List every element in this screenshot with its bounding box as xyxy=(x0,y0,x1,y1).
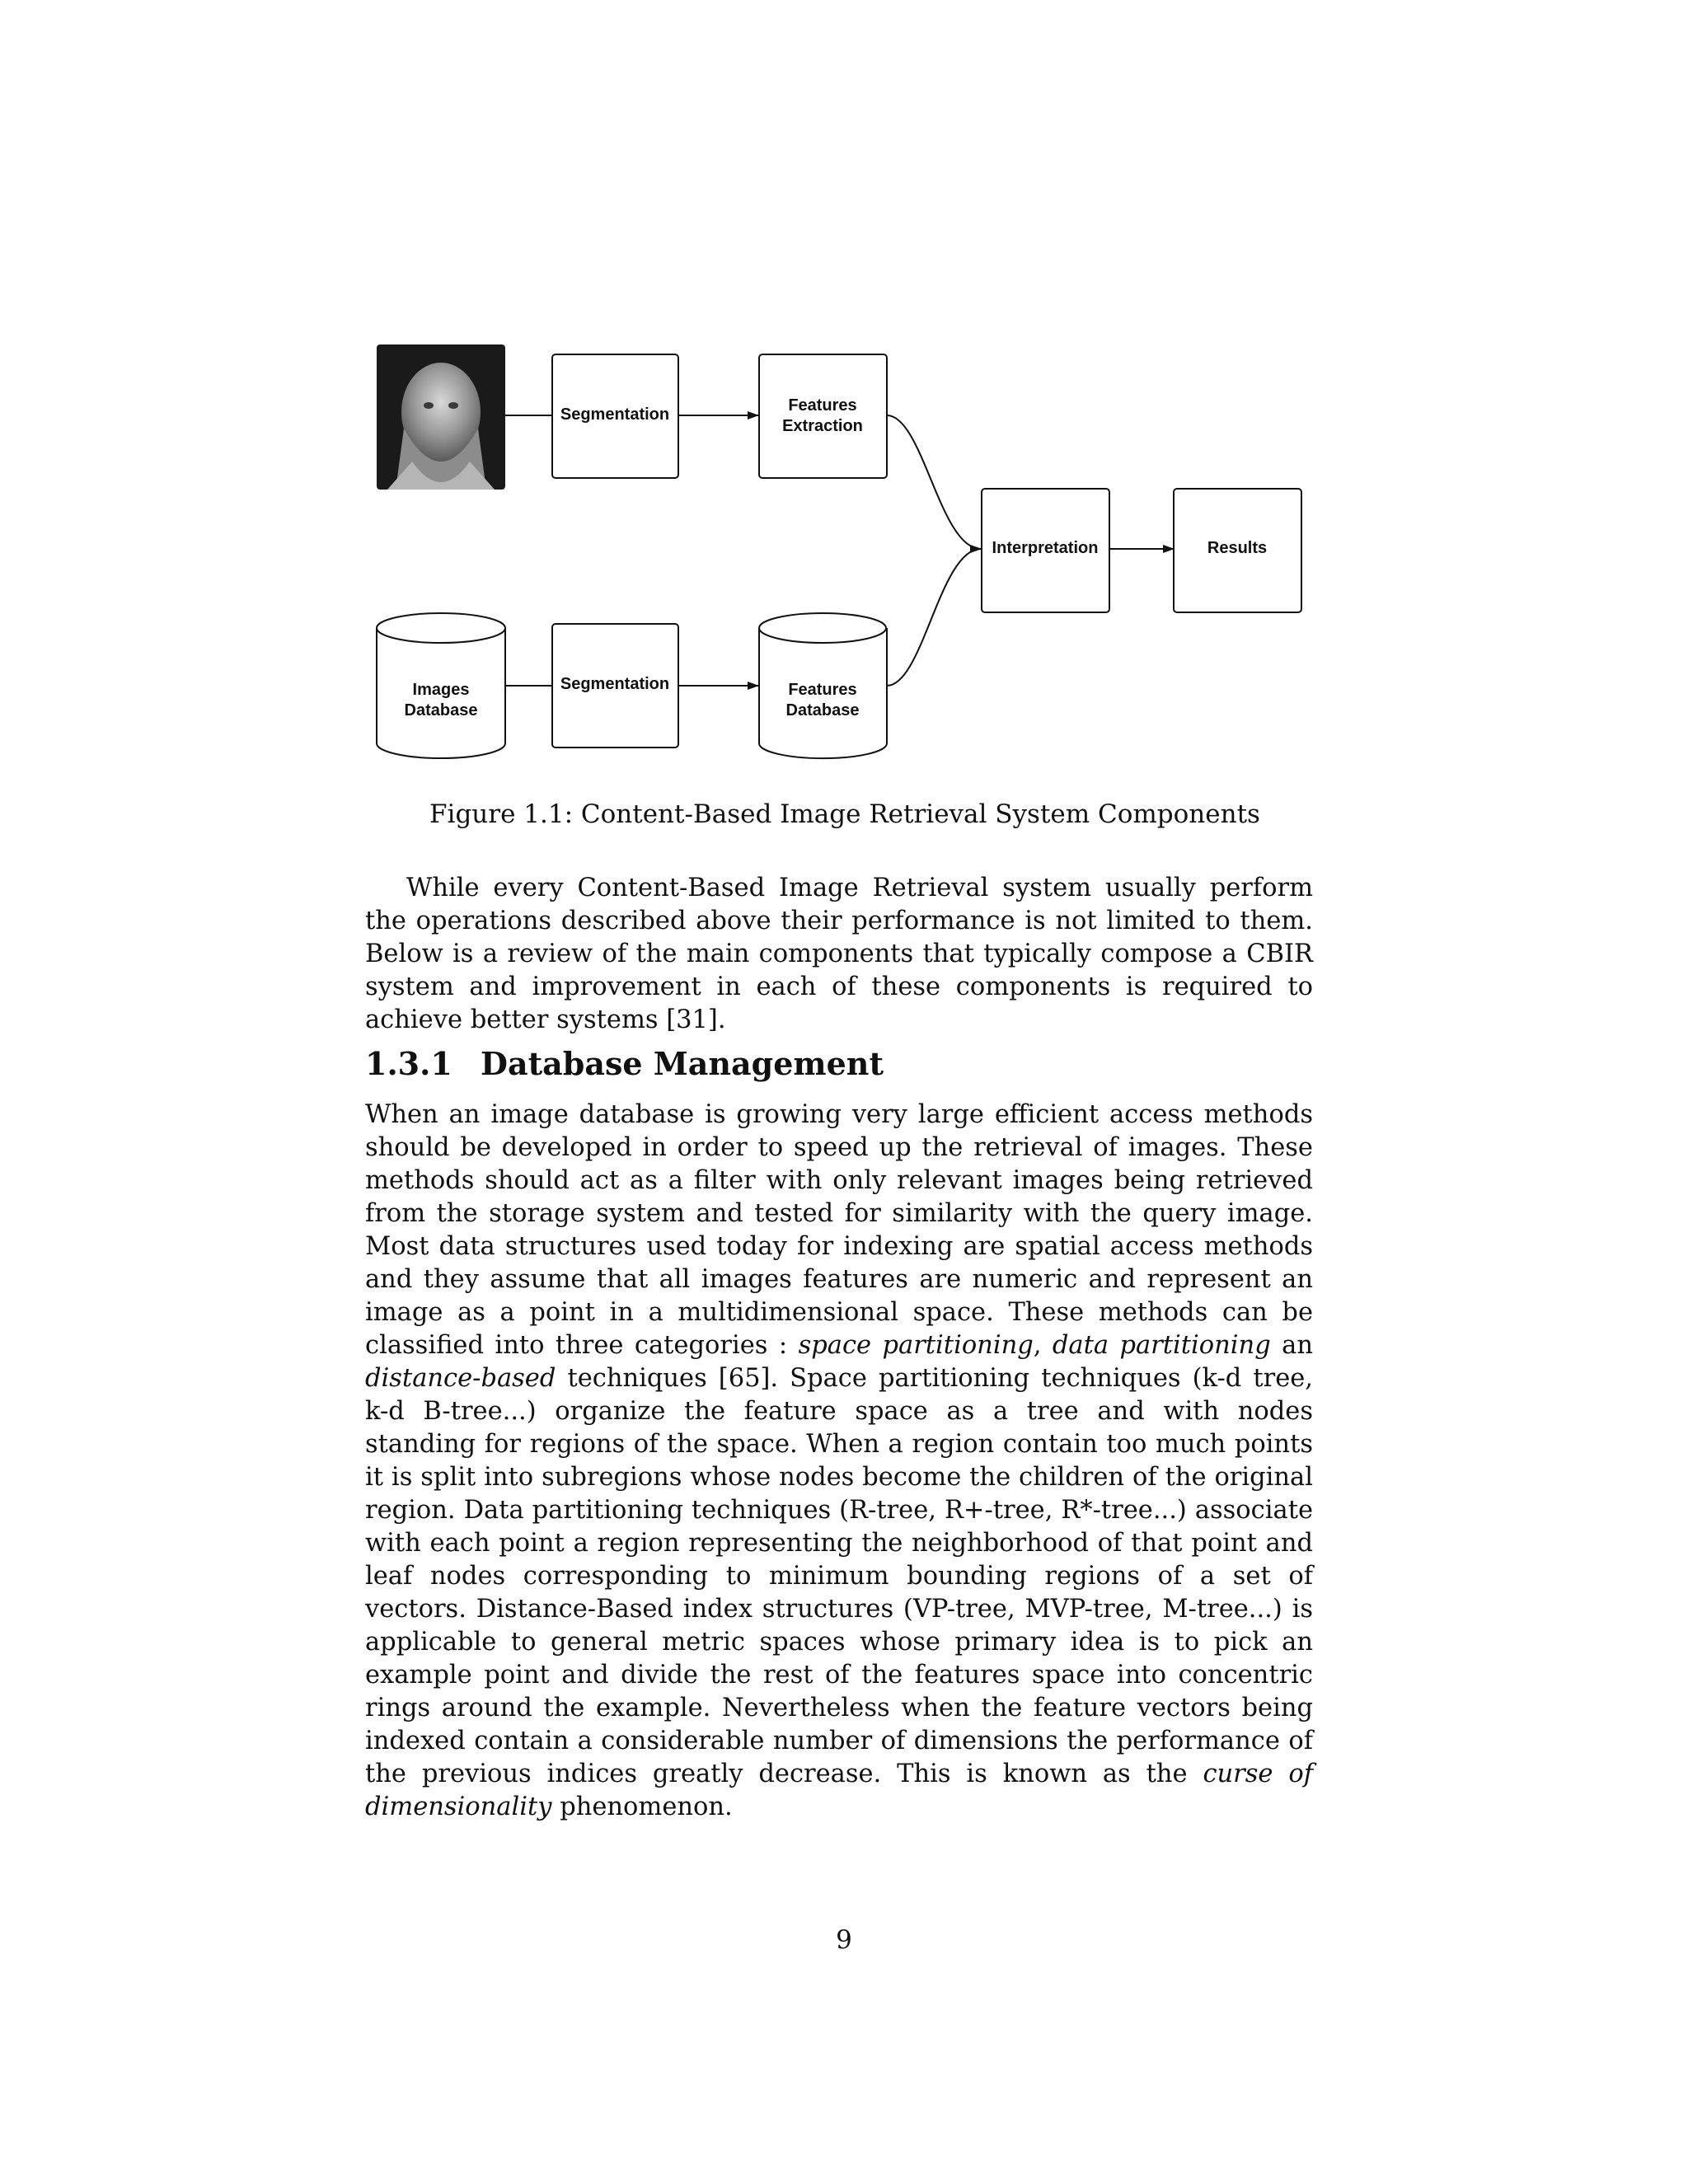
body-sep-2: an xyxy=(1270,1331,1313,1360)
images-database-label-1: Images xyxy=(412,681,470,699)
section-number: 1.3.1 xyxy=(365,1045,452,1082)
edge-featdb-interp xyxy=(887,549,981,686)
section-title: Database Management xyxy=(481,1045,884,1082)
term-distance-based: distance-based xyxy=(365,1364,556,1393)
features-database-label-1: Features xyxy=(788,681,857,699)
term-space-partitioning: space partitioning xyxy=(798,1331,1034,1360)
features-database-cylinder xyxy=(759,613,887,758)
interpretation-box xyxy=(982,489,1109,612)
cbir-diagram xyxy=(0,0,1688,783)
query-image xyxy=(377,344,505,490)
edge-features-interp xyxy=(887,415,981,549)
figure-caption: Figure 1.1: Content-Based Image Retrieval System Components xyxy=(429,799,1260,829)
segmentation-box-bottom xyxy=(552,624,678,748)
body-text-3: phenomenon. xyxy=(551,1793,733,1821)
features-database-label-2: Database xyxy=(785,701,860,719)
features-extraction-label-1: Features xyxy=(788,396,857,415)
term-curse-of-dimensionality: curse of dimensionality xyxy=(365,1760,1313,1821)
images-database-label-2: Database xyxy=(404,701,478,719)
page-number: 9 xyxy=(836,1925,852,1955)
section-heading xyxy=(365,1043,884,1085)
segmentation-label-bottom: Segmentation xyxy=(560,675,670,693)
results-box xyxy=(1174,489,1301,612)
results-label: Results xyxy=(1207,539,1268,557)
interpretation-label: Interpretation xyxy=(992,539,1099,557)
features-extraction-box xyxy=(759,354,887,478)
segmentation-label-top: Segmentation xyxy=(560,405,670,424)
body-text-1: When an image database is growing very large efficient access methods should be developed in order to speed up the retrieval of images. These methods should act as a filter with only relevant images being retrieved from the storage system and tested for similarity with the query image. Most data structures used today for indexing are spatial access methods and they assume that all images features are numeric and represent an image as a point in a multidimensional space. These methods can be classified into three categories : xyxy=(365,1100,1313,1360)
body-sep-1: , xyxy=(1033,1331,1053,1360)
body-paragraph xyxy=(365,1099,1313,1824)
body-text-2: techniques [65]. Space partitioning techniques (k-d tree, k-d B-tree...) organize the feature space as a tree and with nodes standing for regions of the space. When a region contain too much points it is split into subregions whose nodes become the children of the original region. Data partitioning techniques (R-tree, R+-tree, R*-tree...) associate with each point a region representing the neighborhood of that point and leaf nodes corresponding to minimum bounding regions of a set of vectors. Distance-Based index structures (VP-tree, MVP-tree, M-tree...) is applicable to general metric spaces whose primary idea is to pick an example point and divide the rest of the features space into concentric rings around the example. Nevertheless when the feature vectors being indexed contain a considerable number of dimensions the performance of the previous indices greatly decrease. This is known as the xyxy=(365,1364,1313,1788)
images-database-cylinder xyxy=(377,613,505,758)
segmentation-box-top xyxy=(552,354,678,478)
features-extraction-label-2: Extraction xyxy=(782,417,863,435)
intro-paragraph: While every Content-Based Image Retrieval system usually perform the operations described above their performance is not limited to them. Below is a review of the main components that typically compose a CBIR system and improvement in each of these components is required to achieve better systems [31]. xyxy=(365,874,1313,1034)
term-data-partitioning: data partitioning xyxy=(1052,1331,1271,1360)
